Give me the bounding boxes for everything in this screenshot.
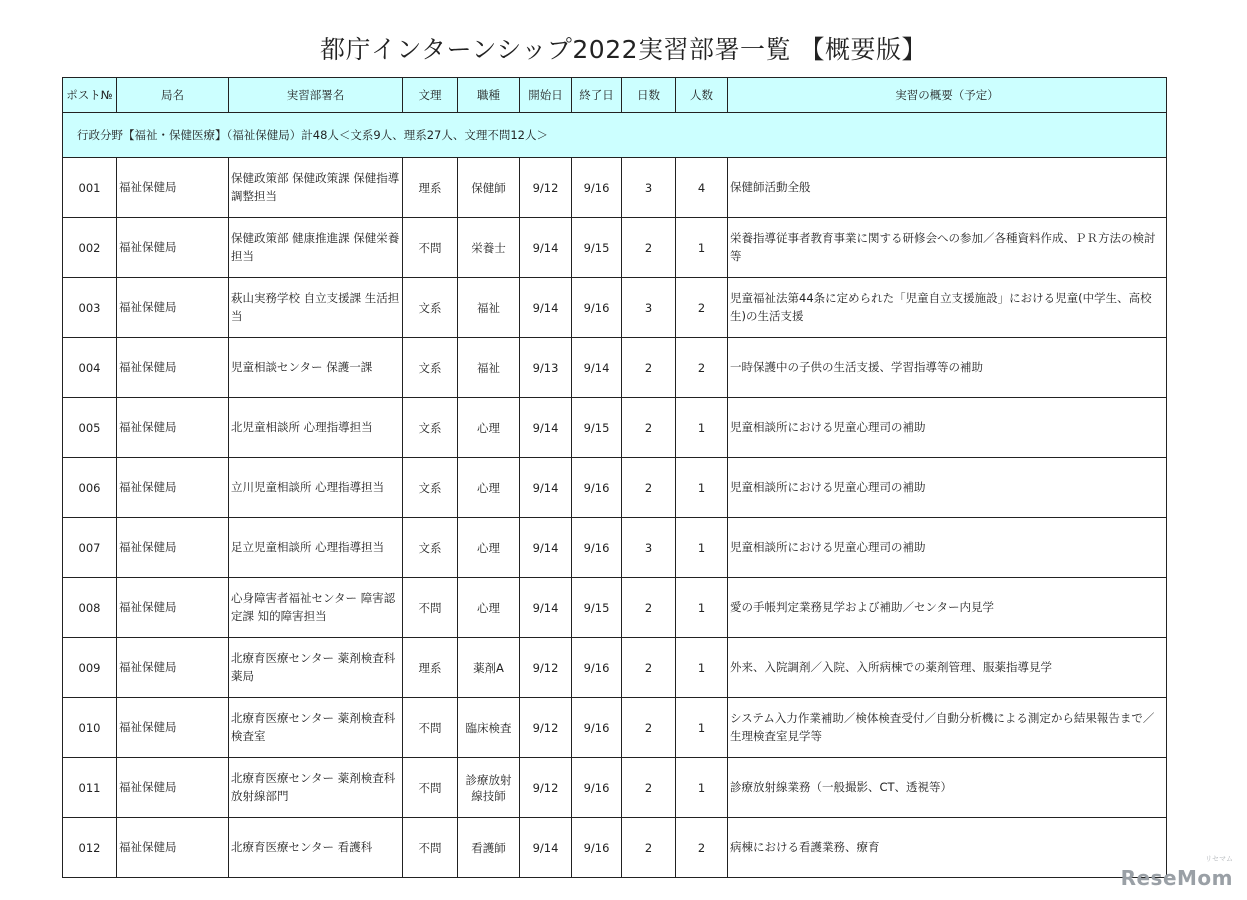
start-date-cell: 9/12	[520, 698, 572, 758]
post-number-cell: 003	[63, 278, 117, 338]
summary-cell: 診療放射線業務（一般撮影、CT、透視等）	[728, 758, 1167, 818]
job-cell: 心理	[458, 458, 520, 518]
summary-cell: 栄養指導従事者教育事業に関する研修会への参加／各種資料作成、ＰＲ方法の検討等	[728, 218, 1167, 278]
bureau-cell: 福祉保健局	[117, 818, 229, 878]
job-cell: 薬剤A	[458, 638, 520, 698]
days-cell: 2	[622, 758, 676, 818]
days-cell: 3	[622, 278, 676, 338]
table-row	[63, 278, 1167, 338]
internship-table	[62, 77, 1167, 878]
department-cell: 北療育医療センター 薬剤検査科 放射線部門	[229, 758, 403, 818]
job-cell: 福祉	[458, 338, 520, 398]
days-cell: 2	[622, 818, 676, 878]
post-number-cell: 012	[63, 818, 117, 878]
department-cell: 北療育医療センター 薬剤検査科 薬局	[229, 638, 403, 698]
table-row	[63, 578, 1167, 638]
header-row	[63, 78, 1167, 113]
start-date-cell: 9/14	[520, 458, 572, 518]
start-date-cell: 9/14	[520, 218, 572, 278]
column-header: 職種	[458, 78, 520, 113]
bureau-cell: 福祉保健局	[117, 518, 229, 578]
end-date-cell: 9/16	[572, 458, 622, 518]
column-header: 局名	[117, 78, 229, 113]
field-cell: 不問	[403, 698, 458, 758]
field-cell: 文系	[403, 518, 458, 578]
watermark-logo: ReseMom	[1120, 866, 1233, 890]
table-row	[63, 338, 1167, 398]
summary-cell: 保健師活動全般	[728, 158, 1167, 218]
field-cell: 不問	[403, 578, 458, 638]
people-cell: 1	[676, 638, 728, 698]
department-cell: 児童相談センター 保護一課	[229, 338, 403, 398]
post-number-cell: 009	[63, 638, 117, 698]
department-cell: 保健政策部 保健政策課 保健指導調整担当	[229, 158, 403, 218]
field-cell: 理系	[403, 638, 458, 698]
job-cell: 福祉	[458, 278, 520, 338]
field-cell: 文系	[403, 278, 458, 338]
column-header: 日数	[622, 78, 676, 113]
field-cell: 不問	[403, 218, 458, 278]
days-cell: 2	[622, 698, 676, 758]
field-cell: 文系	[403, 398, 458, 458]
job-cell: 心理	[458, 578, 520, 638]
people-cell: 1	[676, 218, 728, 278]
days-cell: 2	[622, 578, 676, 638]
bureau-cell: 福祉保健局	[117, 578, 229, 638]
post-number-cell: 011	[63, 758, 117, 818]
column-header: 人数	[676, 78, 728, 113]
job-cell: 看護師	[458, 818, 520, 878]
start-date-cell: 9/14	[520, 278, 572, 338]
summary-cell: 児童相談所における児童心理司の補助	[728, 518, 1167, 578]
table-row	[63, 758, 1167, 818]
end-date-cell: 9/15	[572, 578, 622, 638]
people-cell: 1	[676, 458, 728, 518]
summary-cell: 児童福祉法第44条に定められた「児童自立支援施設」における児童(中学生、高校生)の生活支援	[728, 278, 1167, 338]
summary-cell: 一時保護中の子供の生活支援、学習指導等の補助	[728, 338, 1167, 398]
end-date-cell: 9/16	[572, 818, 622, 878]
start-date-cell: 9/14	[520, 818, 572, 878]
table-row	[63, 518, 1167, 578]
people-cell: 4	[676, 158, 728, 218]
department-cell: 足立児童相談所 心理指導担当	[229, 518, 403, 578]
field-cell: 文系	[403, 338, 458, 398]
page-title: 都庁インターンシップ2022実習部署一覧 【概要版】	[320, 35, 927, 64]
bureau-cell: 福祉保健局	[117, 458, 229, 518]
post-number-cell: 007	[63, 518, 117, 578]
end-date-cell: 9/14	[572, 338, 622, 398]
end-date-cell: 9/16	[572, 518, 622, 578]
summary-cell: システム入力作業補助／検体検査受付／自動分析機による測定から結果報告まで／生理検査室見学等	[728, 698, 1167, 758]
column-header: 実習の概要（予定）	[728, 78, 1167, 113]
post-number-cell: 006	[63, 458, 117, 518]
start-date-cell: 9/12	[520, 638, 572, 698]
section-row	[63, 113, 1167, 158]
people-cell: 2	[676, 818, 728, 878]
people-cell: 1	[676, 758, 728, 818]
field-cell: 文系	[403, 458, 458, 518]
start-date-cell: 9/12	[520, 758, 572, 818]
start-date-cell: 9/14	[520, 578, 572, 638]
column-header: 文理	[403, 78, 458, 113]
department-cell: 保健政策部 健康推進課 保健栄養担当	[229, 218, 403, 278]
post-number-cell: 005	[63, 398, 117, 458]
summary-cell: 愛の手帳判定業務見学および補助／センター内見学	[728, 578, 1167, 638]
bureau-cell: 福祉保健局	[117, 338, 229, 398]
people-cell: 1	[676, 698, 728, 758]
end-date-cell: 9/16	[572, 158, 622, 218]
column-header: 終了日	[572, 78, 622, 113]
table-row	[63, 458, 1167, 518]
department-cell: 萩山実務学校 自立支援課 生活担当	[229, 278, 403, 338]
end-date-cell: 9/15	[572, 398, 622, 458]
post-number-cell: 001	[63, 158, 117, 218]
field-cell: 不問	[403, 758, 458, 818]
table-row	[63, 818, 1167, 878]
post-number-cell: 010	[63, 698, 117, 758]
post-number-cell: 004	[63, 338, 117, 398]
bureau-cell: 福祉保健局	[117, 758, 229, 818]
people-cell: 2	[676, 338, 728, 398]
department-cell: 北療育医療センター 薬剤検査科 検査室	[229, 698, 403, 758]
end-date-cell: 9/16	[572, 638, 622, 698]
table-row	[63, 398, 1167, 458]
end-date-cell: 9/16	[572, 278, 622, 338]
post-number-cell: 008	[63, 578, 117, 638]
end-date-cell: 9/16	[572, 758, 622, 818]
summary-cell: 児童相談所における児童心理司の補助	[728, 398, 1167, 458]
end-date-cell: 9/16	[572, 698, 622, 758]
bureau-cell: 福祉保健局	[117, 638, 229, 698]
job-cell: 栄養士	[458, 218, 520, 278]
summary-cell: 児童相談所における児童心理司の補助	[728, 458, 1167, 518]
table-row	[63, 158, 1167, 218]
days-cell: 2	[622, 218, 676, 278]
field-cell: 理系	[403, 158, 458, 218]
summary-cell: 外来、入院調剤／入院、入所病棟での薬剤管理、服薬指導見学	[728, 638, 1167, 698]
bureau-cell: 福祉保健局	[117, 158, 229, 218]
department-cell: 心身障害者福祉センター 障害認定課 知的障害担当	[229, 578, 403, 638]
end-date-cell: 9/15	[572, 218, 622, 278]
days-cell: 2	[622, 458, 676, 518]
department-cell: 北療育医療センター 看護科	[229, 818, 403, 878]
job-cell: 臨床検査	[458, 698, 520, 758]
bureau-cell: 福祉保健局	[117, 398, 229, 458]
start-date-cell: 9/14	[520, 518, 572, 578]
people-cell: 2	[676, 278, 728, 338]
job-cell: 心理	[458, 518, 520, 578]
bureau-cell: 福祉保健局	[117, 218, 229, 278]
job-cell: 心理	[458, 398, 520, 458]
field-cell: 不問	[403, 818, 458, 878]
column-header: 実習部署名	[229, 78, 403, 113]
section-label: 行政分野【福祉・保健医療】（福祉保健局）計48人＜文系9人、理系27人、文理不問12人＞	[63, 113, 1167, 158]
table-row	[63, 218, 1167, 278]
days-cell: 2	[622, 338, 676, 398]
post-number-cell: 002	[63, 218, 117, 278]
days-cell: 2	[622, 638, 676, 698]
summary-cell: 病棟における看護業務、療育	[728, 818, 1167, 878]
column-header: ポスト№	[63, 78, 117, 113]
start-date-cell: 9/14	[520, 398, 572, 458]
days-cell: 3	[622, 518, 676, 578]
department-cell: 立川児童相談所 心理指導担当	[229, 458, 403, 518]
department-cell: 北児童相談所 心理指導担当	[229, 398, 403, 458]
table-row	[63, 698, 1167, 758]
table-row	[63, 638, 1167, 698]
job-cell: 診療放射線技師	[458, 758, 520, 818]
bureau-cell: 福祉保健局	[117, 698, 229, 758]
column-header: 開始日	[520, 78, 572, 113]
days-cell: 2	[622, 398, 676, 458]
job-cell: 保健師	[458, 158, 520, 218]
people-cell: 1	[676, 398, 728, 458]
people-cell: 1	[676, 518, 728, 578]
days-cell: 3	[622, 158, 676, 218]
bureau-cell: 福祉保健局	[117, 278, 229, 338]
start-date-cell: 9/13	[520, 338, 572, 398]
people-cell: 1	[676, 578, 728, 638]
start-date-cell: 9/12	[520, 158, 572, 218]
watermark-sub: リセマム	[1205, 855, 1233, 863]
